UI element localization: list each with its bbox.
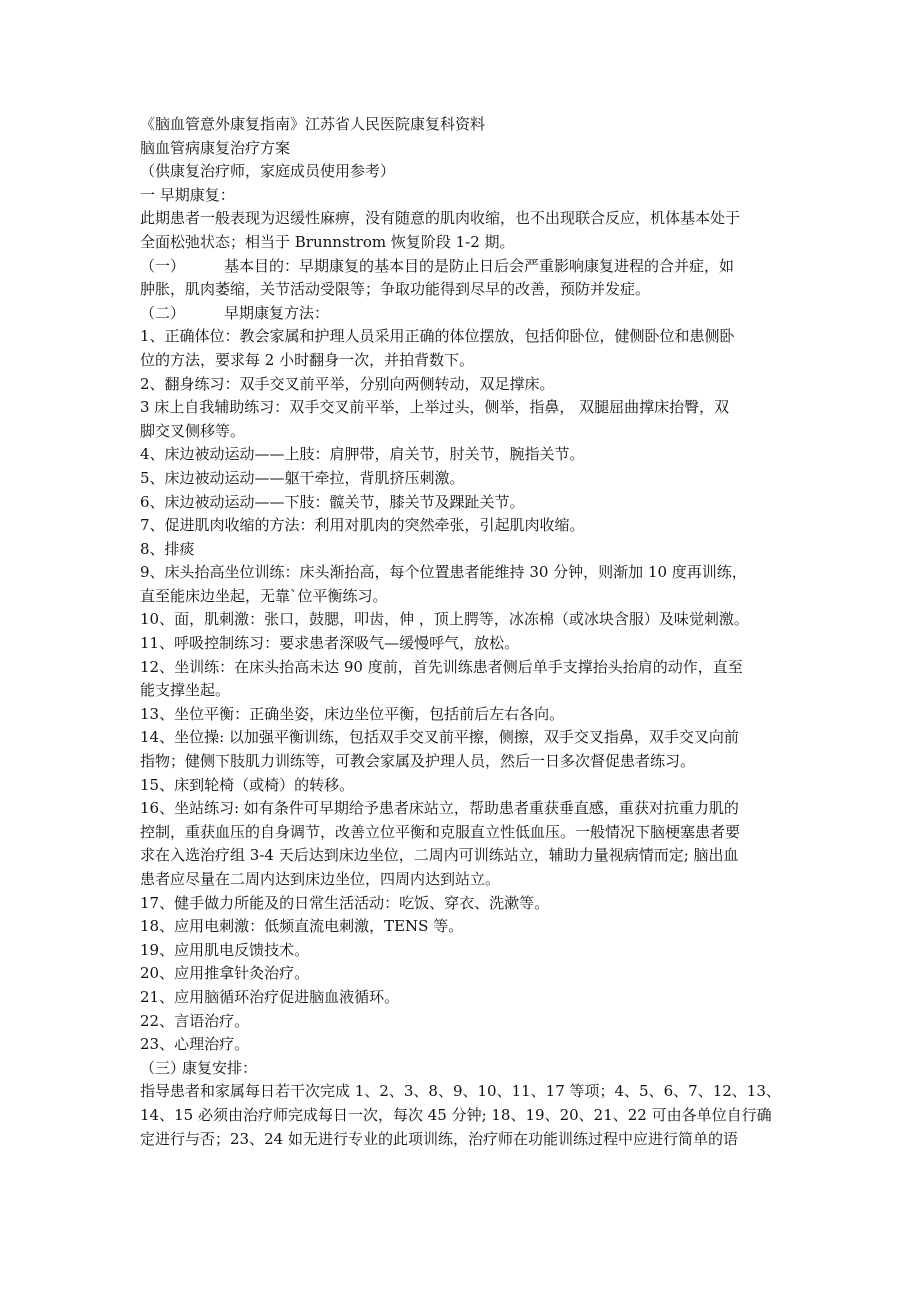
- list-item: 4、床边被动运动——上肢：肩胛带，肩关节，肘关节，腕指关节。: [140, 445, 585, 464]
- list-item: 8、排痰: [140, 539, 195, 558]
- list-item: 10、面，肌刺激：张口，鼓腮，叩齿，伸 ，顶上腭等，冰冻棉（或冰块含服）及味觉刺激。: [140, 610, 749, 629]
- list-item: 20、应用推拿针灸治疗。: [140, 964, 310, 983]
- list-item: 22、言语治疗。: [140, 1011, 250, 1030]
- list-item: 6、床边被动运动——下肢：髋关节，膝关节及踝趾关节。: [140, 492, 525, 511]
- paragraph-line: 定进行与否；23、24 如无进行专业的此项训练，治疗师在功能训练过程中应进行简单的语: [140, 1129, 738, 1148]
- list-item: 控制，重获血压的自身调节，改善立位平衡和克服直立性低血压。一般情况下脑梗塞患者要: [140, 822, 741, 841]
- list-item: 脚交叉侧移等。: [140, 421, 246, 440]
- list-item: 9、床头抬高坐位训练：床头渐抬高，每个位置患者能维持 30 分钟，则渐加 10 度再训练，: [140, 563, 747, 582]
- intro-line: 全面松弛状态；相当于 Brunnstrom 恢复阶段 1-2 期。: [140, 232, 515, 251]
- list-item: 3 床上自我辅助练习：双手交叉前平举，上举过头，侧举，指鼻， 双腿屈曲撑床抬臀，双: [140, 398, 730, 417]
- subsection-number: （一）: [140, 256, 186, 275]
- paragraph-line: 指导患者和家属每日若干次完成 1、2、3、8、9、10、11、17 等项；4、5、6、7、12、13、: [140, 1082, 781, 1101]
- paragraph-line: 14、15 必须由治疗师完成每日一次，每次 45 分钟; 18、19、20、21、22 可由各单位自行确: [140, 1105, 772, 1124]
- list-item: 11、呼吸控制练习：要求患者深吸气—缓慢呼气，放松。: [140, 634, 520, 653]
- subsection-text: 基本目的：早期康复的基本目的是防止日后会严重影响康复进程的合并症，如: [224, 256, 735, 275]
- paragraph-line: 肿胀，肌肉萎缩，关节活动受限等；争取功能得到尽早的改善，预防并发症。: [140, 280, 651, 299]
- list-item: 患者应尽量在二周内达到床边坐位，四周内达到站立。: [140, 870, 501, 888]
- list-item: 5、床边被动运动——躯干牵拉，背肌挤压刺激。: [140, 468, 465, 487]
- doc-subtitle: 脑血管病康复治疗方案: [140, 138, 291, 157]
- subsection-title: 早期康复方法：: [224, 303, 330, 322]
- list-item: 17、健手做力所能及的日常生活活动：吃饭、穿衣、洗漱等。: [140, 893, 550, 912]
- subsection-title: 康复安排：: [182, 1058, 258, 1077]
- list-item: 直至能床边坐起，无靠`位平衡练习。: [140, 586, 388, 605]
- list-item: 求在入选治疗组 3-4 天后达到床边坐位，二周内可训练站立，辅助力量视病情而定; 脑出血: [140, 846, 739, 865]
- list-item: 指物；健侧下肢肌力训练等，可教会家属及护理人员，然后一日多次督促患者练习。: [140, 752, 696, 771]
- list-item: 23、心理治疗。: [140, 1035, 250, 1054]
- list-item: 2、翻身练习：双手交叉前平举，分别向两侧转动，双足撑床。: [140, 374, 555, 393]
- doc-note: （供康复治疗师，家庭成员使用参考）: [140, 162, 396, 181]
- list-item: 7、促进肌肉收缩的方法：利用对肌肉的突然牵张，引起肌肉收缩。: [140, 516, 585, 535]
- list-item: 1、正确体位：教会家属和护理人员采用正确的体位摆放，包括仰卧位，健侧卧位和患侧卧: [140, 327, 735, 346]
- list-item: 13、坐位平衡：正确坐姿，床边坐位平衡，包括前后左右各向。: [140, 704, 565, 723]
- section-heading: 一 早期康复：: [140, 185, 235, 204]
- subsection-number: （二）: [140, 303, 186, 322]
- intro-line: 此期患者一般表现为迟缓性麻痹，没有随意的肌肉收缩，也不出现联合反应，机体基本处于: [140, 209, 741, 228]
- subsection-goal: [140, 255, 788, 279]
- list-item: 16、坐站练习: 如有条件可早期给予患者床站立，帮助患者重获垂直感，重获对抗重力肌的: [140, 799, 739, 818]
- list-item: 14、坐位操: 以加强平衡训练，包括双手交叉前平擦，侧擦，双手交叉指鼻，双手交叉向前: [140, 728, 739, 747]
- subsection-number: （三）: [140, 1058, 186, 1077]
- subsection-arrangement: [140, 1057, 788, 1081]
- list-item: 12、坐训练：在床头抬高未达 90 度前，首先训练患者侧后单手支撑抬头抬肩的动作，直至: [140, 657, 743, 676]
- doc-title: 《脑血管意外康复指南》江苏省人民医院康复科资料: [140, 115, 486, 133]
- list-item: 19、应用肌电反馈技术。: [140, 940, 310, 959]
- list-item: 能支撑坐起。: [140, 681, 231, 700]
- document-page: [140, 113, 788, 1151]
- list-item: 位的方法，要求每 2 小时翻身一次，并拍背数下。: [140, 350, 475, 369]
- list-item: 21、应用脑循环治疗促进脑血液循环。: [140, 987, 400, 1006]
- subsection-methods: [140, 302, 788, 326]
- list-item: 15、床到轮椅（或椅）的转移。: [140, 775, 355, 794]
- list-item: 18、应用电刺激：低频直流电刺激，TENS 等。: [140, 917, 464, 936]
